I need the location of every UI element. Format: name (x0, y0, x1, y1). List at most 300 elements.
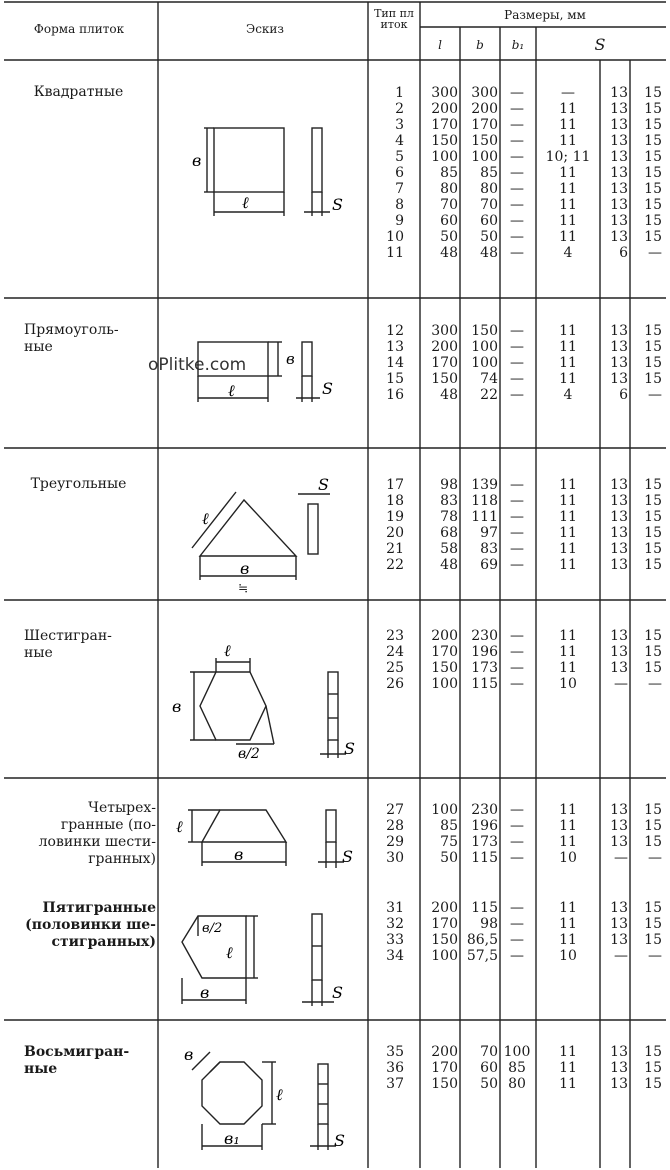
cell-s3: 15 (644, 818, 662, 834)
table-row (0, 509, 670, 525)
cell-t: 12 (386, 323, 404, 339)
cell-b: 80 (480, 181, 498, 197)
cell-s3: 15 (644, 660, 662, 676)
cell-s3: 15 (644, 477, 662, 493)
table-row (0, 197, 670, 213)
cell-s1: 11 (559, 101, 577, 117)
cell-s2: 13 (610, 323, 628, 339)
table-row (0, 323, 670, 339)
cell-b1: — (510, 117, 524, 133)
table-row (0, 387, 670, 403)
table-row (0, 493, 670, 509)
cell-b: 50 (480, 229, 498, 245)
cell-s1: 11 (559, 1076, 577, 1092)
cell-t: 2 (395, 101, 404, 117)
label-b: в (172, 697, 182, 716)
table-row (0, 916, 670, 932)
cell-t: 18 (386, 493, 404, 509)
cell-l: 75 (440, 834, 458, 850)
cell-t: 19 (386, 509, 404, 525)
cell-b1: — (510, 229, 524, 245)
section-name-pent: Пятигранные (половинки ше- стигранных) (25, 900, 156, 950)
cell-b: 50 (480, 1076, 498, 1092)
cell-b: 85 (480, 165, 498, 181)
cell-b1: — (510, 818, 524, 834)
cell-s2: 13 (610, 117, 628, 133)
cell-b: 60 (480, 1060, 498, 1076)
cell-t: 29 (386, 834, 404, 850)
section-name-square: Квадратные (33, 84, 124, 100)
cell-b1: 80 (508, 1076, 526, 1092)
cell-b: 100 (471, 355, 498, 371)
cell-l: 150 (431, 660, 458, 676)
cell-b: 86,5 (466, 932, 498, 948)
cell-s2: 13 (610, 339, 628, 355)
cell-s2: 13 (610, 181, 628, 197)
cell-s2: 13 (610, 1076, 628, 1092)
cell-s2: 13 (610, 197, 628, 213)
table-row (0, 133, 670, 149)
cell-s1: 11 (559, 644, 577, 660)
label-l: ℓ (242, 193, 249, 212)
label-l: ℓ (228, 381, 235, 400)
cell-s1: 11 (559, 229, 577, 245)
cell-b1: — (510, 557, 524, 573)
cell-s3: 15 (644, 339, 662, 355)
table-row (0, 101, 670, 117)
cell-b: 196 (471, 644, 498, 660)
cell-b: 48 (480, 245, 498, 261)
cell-s2: 13 (610, 932, 628, 948)
cell-t: 1 (395, 85, 404, 101)
label-b: в (286, 350, 295, 368)
cell-s3: 15 (644, 229, 662, 245)
cell-b: 150 (471, 323, 498, 339)
cell-t: 6 (395, 165, 404, 181)
cell-s3: 15 (644, 133, 662, 149)
cell-b: 111 (471, 509, 498, 525)
header-type: Тип плиток (374, 7, 414, 31)
cell-s3: — (648, 245, 662, 261)
cell-s3: 15 (644, 802, 662, 818)
cell-b1: — (510, 101, 524, 117)
cell-b1: — (510, 387, 524, 403)
cell-t: 10 (386, 229, 404, 245)
cell-s1: 11 (559, 900, 577, 916)
cell-l: 100 (431, 948, 458, 964)
cell-s2: 13 (610, 371, 628, 387)
cell-b: 139 (471, 477, 498, 493)
cell-t: 13 (386, 339, 404, 355)
cell-b: 230 (471, 628, 498, 644)
cell-s1: 11 (559, 660, 577, 676)
section-name-oct: Восьмигран- ные (24, 1044, 130, 1077)
cell-b: 173 (471, 834, 498, 850)
cell-b1: — (510, 371, 524, 387)
label-b: в (200, 983, 210, 1002)
cell-b: 74 (480, 371, 498, 387)
cell-l: 300 (431, 85, 458, 101)
cell-b: 115 (471, 900, 498, 916)
cell-t: 27 (386, 802, 404, 818)
cell-l: 150 (431, 932, 458, 948)
header-sketch: Эскиз (246, 22, 284, 36)
cell-s3: 15 (644, 834, 662, 850)
cell-l: 80 (440, 181, 458, 197)
cell-t: 23 (386, 628, 404, 644)
table-row (0, 802, 670, 818)
cell-b: 69 (480, 557, 498, 573)
cell-s1: 11 (559, 834, 577, 850)
cell-b1: — (510, 802, 524, 818)
label-s: S (334, 1131, 345, 1150)
cell-b: 115 (471, 676, 498, 692)
label-b: в (240, 559, 250, 578)
cell-s3: 15 (644, 149, 662, 165)
cell-s1: 11 (559, 1044, 577, 1060)
table-row (0, 660, 670, 676)
cell-s1: 11 (559, 557, 577, 573)
cell-b1: 85 (508, 1060, 526, 1076)
cell-s1: 10; 11 (545, 149, 591, 165)
cell-l: 170 (431, 916, 458, 932)
cell-s2: 13 (610, 541, 628, 557)
cell-b1: — (510, 493, 524, 509)
cell-b1: — (510, 948, 524, 964)
cell-s2: 13 (610, 477, 628, 493)
cell-l: 68 (440, 525, 458, 541)
cell-l: 60 (440, 213, 458, 229)
label-half: в/2 (202, 921, 223, 936)
cell-b1: — (510, 149, 524, 165)
cell-l: 48 (440, 245, 458, 261)
header-sizes: Размеры, мм (504, 8, 586, 22)
cell-b1: — (510, 676, 524, 692)
label-l: ℓ (276, 1085, 283, 1104)
cell-b1: — (510, 834, 524, 850)
cell-s3: — (648, 387, 662, 403)
cell-b1: — (510, 900, 524, 916)
label-b: в (192, 151, 202, 170)
table-row (0, 477, 670, 493)
cell-s2: 13 (610, 818, 628, 834)
cell-b1: — (510, 477, 524, 493)
cell-l: 85 (440, 165, 458, 181)
cell-b: 70 (480, 197, 498, 213)
cell-l: 300 (431, 323, 458, 339)
cell-s3: 15 (644, 493, 662, 509)
cell-l: 50 (440, 850, 458, 866)
section-name-triangle: Треугольные (30, 476, 127, 492)
label-half: в/2 (238, 746, 260, 762)
cell-t: 4 (395, 133, 404, 149)
cell-t: 3 (395, 117, 404, 133)
cell-t: 30 (386, 850, 404, 866)
cell-s2: 13 (610, 133, 628, 149)
cell-s1: 10 (559, 676, 577, 692)
cell-s1: 11 (559, 477, 577, 493)
cell-s3: 15 (644, 197, 662, 213)
cell-s2: 13 (610, 628, 628, 644)
table-row (0, 229, 670, 245)
cell-l: 50 (440, 229, 458, 245)
cell-s1: 11 (559, 165, 577, 181)
cell-t: 14 (386, 355, 404, 371)
cell-s3: 15 (644, 644, 662, 660)
cell-s3: 15 (644, 85, 662, 101)
label-s: S (322, 379, 333, 398)
cell-s2: 13 (610, 213, 628, 229)
table-row (0, 557, 670, 573)
cell-s3: 15 (644, 181, 662, 197)
cell-s1: 11 (559, 339, 577, 355)
cell-b: 60 (480, 213, 498, 229)
table-row (0, 1060, 670, 1076)
cell-s1: 11 (559, 213, 577, 229)
cell-s1: 10 (559, 850, 577, 866)
cell-s1: 11 (559, 117, 577, 133)
cell-t: 15 (386, 371, 404, 387)
cell-s2: 13 (610, 85, 628, 101)
header-s: S (594, 35, 606, 54)
cell-l: 58 (440, 541, 458, 557)
cell-b1: — (510, 133, 524, 149)
cell-s3: 15 (644, 628, 662, 644)
cell-t: 11 (386, 245, 404, 261)
cell-l: 150 (431, 133, 458, 149)
cell-s1: 11 (559, 628, 577, 644)
cell-s2: 13 (610, 660, 628, 676)
cell-t: 22 (386, 557, 404, 573)
cell-s2: 13 (610, 355, 628, 371)
cell-t: 5 (395, 149, 404, 165)
cell-s2: 13 (610, 1044, 628, 1060)
cell-b1: — (510, 197, 524, 213)
cell-s2: 13 (610, 229, 628, 245)
table-row (0, 834, 670, 850)
label-s: S (344, 739, 355, 758)
cell-s1: 11 (559, 355, 577, 371)
cell-s1: 11 (559, 181, 577, 197)
label-s: S (332, 983, 343, 1002)
cell-s3: — (648, 850, 662, 866)
cell-s1: 11 (559, 916, 577, 932)
cell-s3: 15 (644, 932, 662, 948)
cell-s2: 6 (619, 387, 628, 403)
table-row (0, 850, 670, 866)
cell-s2: 13 (610, 557, 628, 573)
cell-l: 70 (440, 197, 458, 213)
watermark: oPlitke.com (148, 355, 247, 375)
table-row (0, 339, 670, 355)
table-row (0, 525, 670, 541)
table-row (0, 932, 670, 948)
cell-t: 36 (386, 1060, 404, 1076)
cell-t: 7 (395, 181, 404, 197)
header-b: b (476, 38, 484, 52)
cell-s3: 15 (644, 355, 662, 371)
cell-b: 83 (480, 541, 498, 557)
cell-s3: 15 (644, 1076, 662, 1092)
cell-b: 22 (480, 387, 498, 403)
cell-l: 170 (431, 1060, 458, 1076)
cell-s3: 15 (644, 371, 662, 387)
cell-b: 98 (480, 916, 498, 932)
cell-s1: 11 (559, 509, 577, 525)
cell-t: 16 (386, 387, 404, 403)
table-row (0, 355, 670, 371)
header-l: l (438, 38, 442, 52)
cell-s1: 11 (559, 493, 577, 509)
cell-l: 100 (431, 676, 458, 692)
cell-b1: — (510, 644, 524, 660)
section-name-hex: Шестигран- ные (24, 628, 112, 661)
cell-s1: 11 (559, 541, 577, 557)
cell-s3: 15 (644, 900, 662, 916)
label-s: S (342, 847, 353, 866)
cell-s2: 13 (610, 165, 628, 181)
cell-l: 200 (431, 900, 458, 916)
table-row (0, 85, 670, 101)
cell-s2: — (614, 948, 628, 964)
cell-b1: — (510, 916, 524, 932)
table-row (0, 213, 670, 229)
cell-l: 200 (431, 339, 458, 355)
cell-l: 170 (431, 355, 458, 371)
cell-l: 200 (431, 628, 458, 644)
cell-s3: 15 (644, 323, 662, 339)
cell-s3: 15 (644, 509, 662, 525)
cell-s2: 13 (610, 101, 628, 117)
cell-s2: 13 (610, 493, 628, 509)
cell-s1: 4 (563, 245, 573, 261)
cell-l: 78 (440, 509, 458, 525)
cell-l: 200 (431, 101, 458, 117)
cell-s1: 10 (559, 948, 577, 964)
cell-s3: 15 (644, 1044, 662, 1060)
cell-b1: — (510, 355, 524, 371)
cell-b: 100 (471, 149, 498, 165)
cell-l: 150 (431, 371, 458, 387)
cell-b1: — (510, 323, 524, 339)
header-form: Форма плиток (33, 22, 125, 36)
cell-t: 24 (386, 644, 404, 660)
cell-s1: 11 (559, 525, 577, 541)
cell-l: 48 (440, 387, 458, 403)
label-b: в (184, 1045, 194, 1064)
cell-b1: — (510, 628, 524, 644)
table-row (0, 1044, 670, 1060)
cell-t: 35 (386, 1044, 404, 1060)
cell-s1: 11 (559, 133, 577, 149)
cell-b1: — (510, 850, 524, 866)
cell-t: 33 (386, 932, 404, 948)
cell-l: 200 (431, 1044, 458, 1060)
cell-b: 150 (471, 133, 498, 149)
cell-t: 26 (386, 676, 404, 692)
cell-l: 150 (431, 1076, 458, 1092)
cell-b: 70 (480, 1044, 498, 1060)
cell-s3: — (648, 676, 662, 692)
cell-b1: — (510, 165, 524, 181)
cell-b: 200 (471, 101, 498, 117)
table-row (0, 1076, 670, 1092)
cell-s2: 13 (610, 1060, 628, 1076)
table-row (0, 165, 670, 181)
cell-s1: 11 (559, 371, 577, 387)
cell-t: 37 (386, 1076, 404, 1092)
label-extra: ≒ (238, 581, 249, 595)
cell-l: 83 (440, 493, 458, 509)
label-s: S (332, 195, 343, 214)
cell-b1: — (510, 181, 524, 197)
cell-s1: 11 (559, 932, 577, 948)
cell-t: 21 (386, 541, 404, 557)
cell-l: 48 (440, 557, 458, 573)
cell-s1: 11 (559, 323, 577, 339)
cell-b: 196 (471, 818, 498, 834)
cell-s3: 15 (644, 1060, 662, 1076)
cell-s1: 11 (559, 818, 577, 834)
cell-b: 57,5 (466, 948, 498, 964)
cell-t: 9 (395, 213, 404, 229)
table-row (0, 628, 670, 644)
cell-b1: — (510, 509, 524, 525)
table-row (0, 818, 670, 834)
table-row (0, 900, 670, 916)
cell-s2: 13 (610, 525, 628, 541)
label-l: ℓ (226, 943, 233, 962)
cell-s3: 15 (644, 525, 662, 541)
cell-s2: 13 (610, 509, 628, 525)
cell-s3: 15 (644, 101, 662, 117)
cell-b1: — (510, 85, 524, 101)
table-row (0, 181, 670, 197)
cell-b1: — (510, 339, 524, 355)
cell-s3: — (648, 948, 662, 964)
label-l: ℓ (176, 817, 183, 836)
header-b1: b₁ (511, 38, 525, 52)
cell-s2: — (614, 850, 628, 866)
cell-s2: 13 (610, 149, 628, 165)
table-row (0, 371, 670, 387)
table-row (0, 149, 670, 165)
cell-s1: 11 (559, 197, 577, 213)
cell-b1: 100 (503, 1044, 531, 1060)
cell-t: 17 (386, 477, 404, 493)
cell-s2: 6 (619, 245, 628, 261)
cell-s2: 13 (610, 900, 628, 916)
cell-s3: 15 (644, 165, 662, 181)
cell-s2: 13 (610, 644, 628, 660)
cell-l: 100 (431, 149, 458, 165)
cell-b: 300 (471, 85, 498, 101)
cell-b: 230 (471, 802, 498, 818)
cell-t: 20 (386, 525, 404, 541)
table-row (0, 644, 670, 660)
table-row (0, 245, 670, 261)
cell-s3: 15 (644, 557, 662, 573)
cell-s2: — (614, 676, 628, 692)
label-b: в (234, 845, 244, 864)
cell-b1: — (510, 525, 524, 541)
cell-b1: — (510, 213, 524, 229)
cell-b: 100 (471, 339, 498, 355)
cell-s3: 15 (644, 916, 662, 932)
cell-t: 8 (395, 197, 404, 213)
cell-s3: 15 (644, 117, 662, 133)
cell-b1: — (510, 541, 524, 557)
